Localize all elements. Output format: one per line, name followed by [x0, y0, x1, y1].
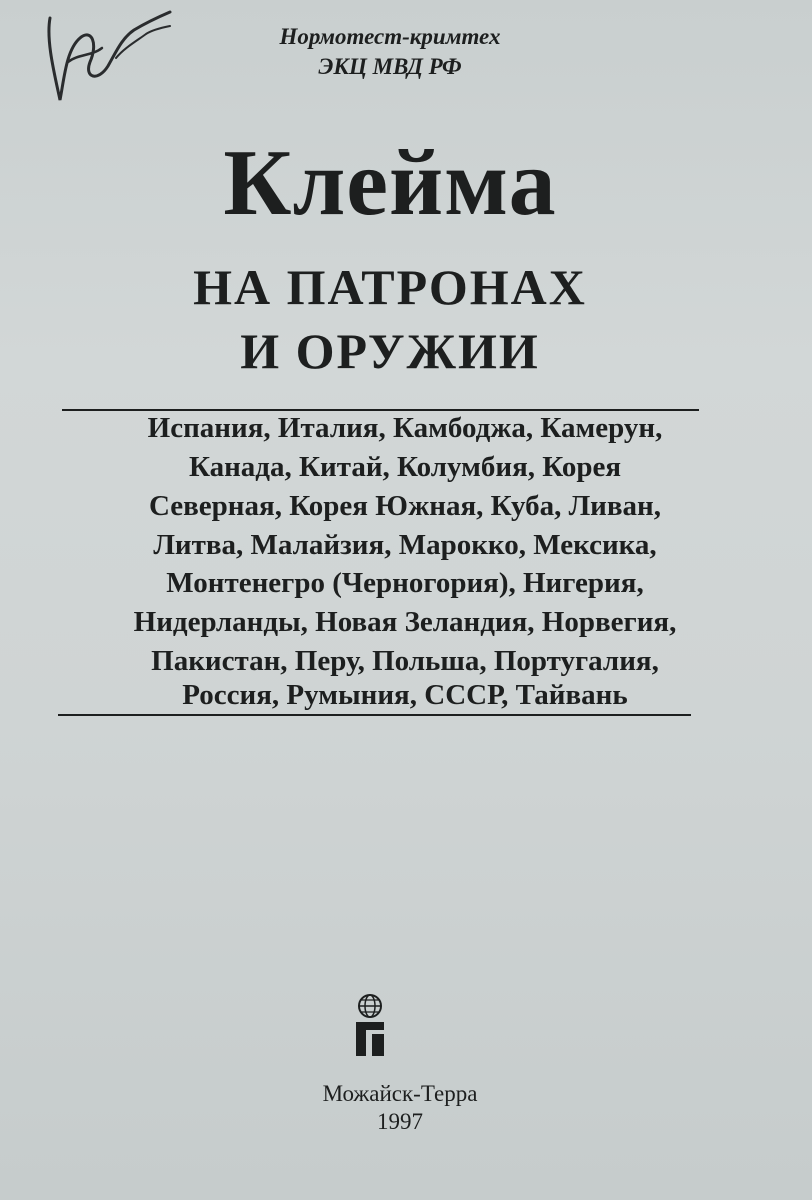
publisher-name: Можайск-Терра: [322, 1081, 478, 1106]
subtitle-line-2: И ОРУЖИИ: [240, 323, 540, 379]
country-list-line: Пакистан, Перу, Польша, Португалия,: [151, 645, 659, 677]
country-list-line: Испания, Италия, Камбоджа, Камерун,: [147, 412, 663, 444]
publication-year: 1997: [377, 1109, 423, 1134]
bottom-divider: [58, 714, 691, 716]
country-list-line: Канада, Китай, Колумбия, Корея: [188, 451, 622, 483]
handwritten-signature-icon: [20, 0, 190, 120]
publisher-line-2: ЭКЦ МВД РФ: [318, 54, 462, 79]
country-list-line: Северная, Корея Южная, Куба, Ливан,: [148, 490, 662, 522]
country-list-line: Россия, Румыния, СССР, Тайвань: [182, 679, 628, 711]
country-list-line: Монтенегро (Черногория), Нигерия,: [166, 567, 644, 599]
subtitle-line-1: НА ПАТРОНАХ: [193, 259, 587, 315]
country-list-line: Литва, Малайзия, Марокко, Мексика,: [153, 529, 657, 561]
publisher-line-1: Нормотест-кримтех: [279, 24, 501, 49]
book-title: Клейма: [223, 131, 557, 235]
country-list-line: Нидерланды, Новая Зеландия, Норвегия,: [133, 606, 677, 638]
globe-publisher-logo-icon: [350, 992, 390, 1062]
